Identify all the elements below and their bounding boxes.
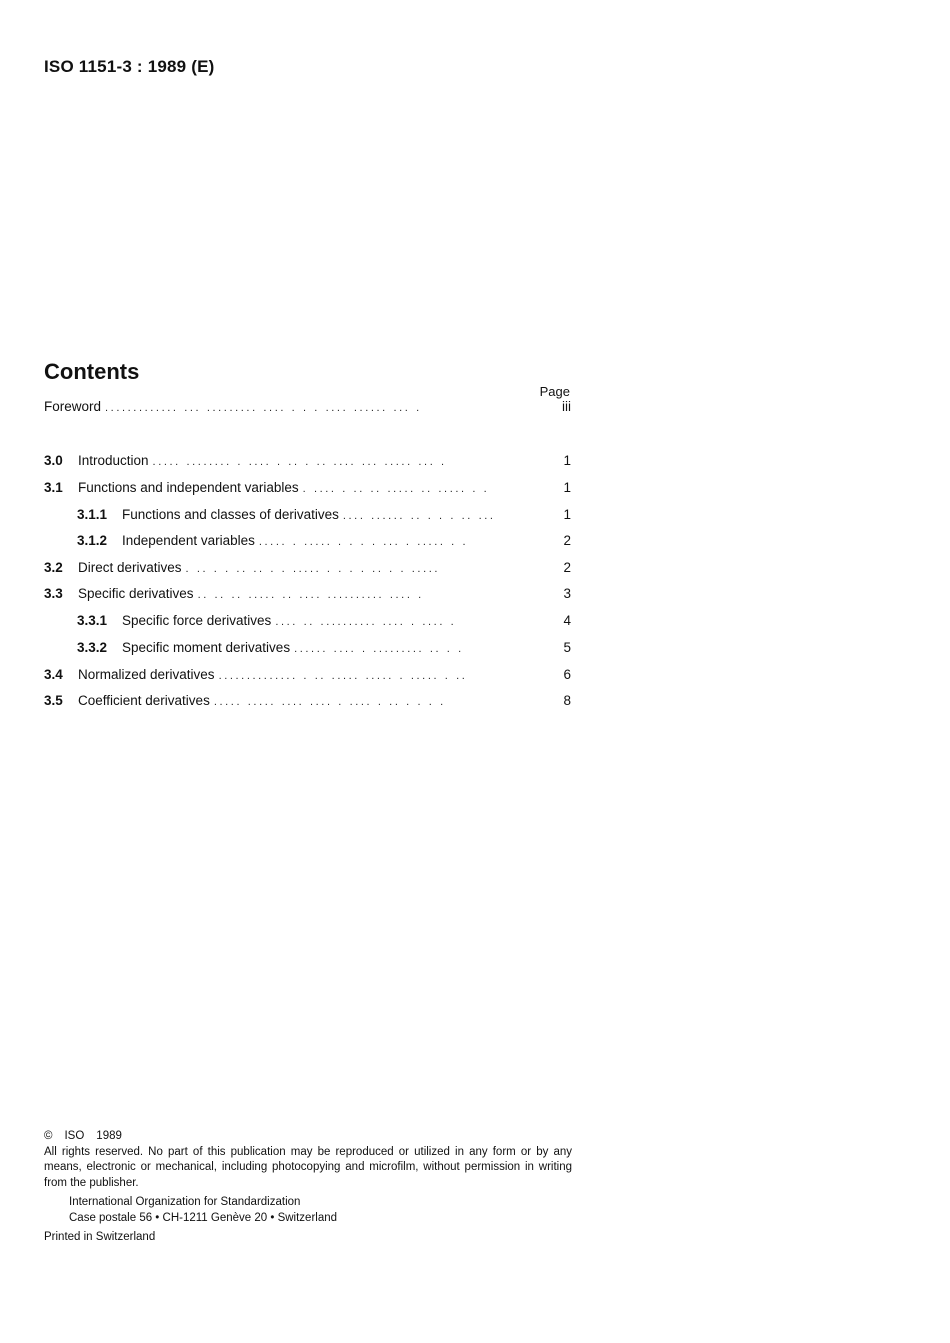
toc-entry-title: Direct derivatives [78, 560, 182, 575]
toc-page-number: 5 [563, 640, 571, 655]
toc-entry-title: Coefficient derivatives [78, 693, 210, 708]
page-column-label: Page [539, 384, 570, 399]
toc-entry-foreword[interactable] [44, 399, 571, 419]
document-id: ISO 1151-3 : 1989 (E) [44, 57, 215, 76]
toc-dot-leader: .. .. .. ..... .. .... .......... .... . [197, 589, 424, 601]
toc-subentry[interactable] [77, 533, 571, 553]
toc-dot-leader: ..... . ..... . . . . ... . ..... . . [258, 536, 469, 548]
toc-page-number: 4 [563, 613, 571, 628]
toc-section-number: 3.1 [44, 480, 63, 495]
toc-dot-leader: ............. ... ......... .... . . . .... ...... ... . [105, 402, 422, 414]
toc-dot-leader: ..... ..... .... .... . .... . .. . . . . [213, 696, 446, 708]
toc-page-number: 2 [563, 560, 571, 575]
toc-subentry[interactable] [77, 507, 571, 527]
toc-section-number: 3.5 [44, 693, 63, 708]
rights-statement: All rights reserved. No part of this publication may be reproduced or utilized in any form or by any means, electronic or mechanical, including photocopying and microfilm, without permission in writing from the publisher. [44, 1145, 572, 1189]
toc-page-number: 6 [563, 667, 571, 682]
toc-dot-leader: .............. . .. ..... ..... . ..... . .. [218, 670, 468, 682]
toc-entry-title: Specific moment derivatives [122, 640, 291, 655]
toc-section-number: 3.0 [44, 453, 63, 468]
toc-page-number: 2 [563, 533, 571, 548]
toc-page-number: 1 [563, 480, 571, 495]
toc-section-number: 3.3 [44, 586, 63, 601]
toc-entry[interactable] [44, 560, 571, 580]
toc-entry-title: Foreword [44, 399, 102, 414]
toc-entry-title: Specific derivatives [78, 586, 194, 601]
toc-entry-title: Specific force derivatives [122, 613, 272, 628]
toc-entry[interactable] [44, 693, 571, 713]
organization-address: Case postale 56 • CH-1211 Genève 20 • Switzerland [69, 1211, 338, 1224]
toc-section-number: 3.1.1 [77, 507, 108, 522]
toc-entry[interactable] [44, 667, 571, 687]
organization-name: International Organization for Standardization [69, 1196, 301, 1208]
copyright-notice [44, 1129, 572, 1246]
toc-section-number: 3.1.2 [77, 533, 108, 548]
toc-section-number: 3.3.1 [77, 613, 108, 628]
copyright-year: 1989 [96, 1130, 122, 1142]
toc-entry-title: Functions and independent variables [78, 480, 299, 495]
toc-page-number: iii [562, 399, 571, 414]
toc-page-number: 1 [563, 453, 571, 468]
contents-heading: Contents [44, 359, 140, 384]
copyright-org: ISO [64, 1130, 85, 1142]
toc-section-number: 3.4 [44, 667, 63, 682]
toc-entry-title: Normalized derivatives [78, 667, 215, 682]
toc-page-number: 3 [563, 586, 571, 601]
toc-section-number: 3.3.2 [77, 640, 108, 655]
toc-dot-leader: . .... . .. .. ..... .. ..... . . [302, 483, 490, 495]
toc-page-number: 1 [563, 507, 571, 522]
toc-page-number: 8 [563, 693, 571, 708]
copyright-line [44, 1129, 572, 1145]
toc-entry[interactable] [44, 480, 571, 500]
toc-dot-leader: .... ...... .. . . . .. ... [342, 510, 496, 522]
toc-entry[interactable] [44, 586, 571, 606]
toc-subentry[interactable] [77, 640, 571, 660]
toc-entry-title: Independent variables [122, 533, 255, 548]
toc-dot-leader: ..... ........ . .... . .. . .. .... ... ..... ... . [152, 456, 447, 468]
toc-dot-leader: . .. . . .. .. . . ..... . . . . .. . . ..... [185, 563, 441, 575]
toc-subentry[interactable] [77, 613, 571, 633]
toc-entry[interactable] [44, 453, 571, 473]
printed-in: Printed in Switzerland [44, 1231, 156, 1243]
copyright-symbol: © [44, 1130, 53, 1142]
toc-section-number: 3.2 [44, 560, 63, 575]
toc-dot-leader: .... .. .......... .... . .... . [275, 616, 457, 628]
toc-dot-leader: ...... .... . ......... .. . . [294, 643, 464, 655]
toc-entry-title: Introduction [78, 453, 149, 468]
toc-entry-title: Functions and classes of derivatives [122, 507, 339, 522]
